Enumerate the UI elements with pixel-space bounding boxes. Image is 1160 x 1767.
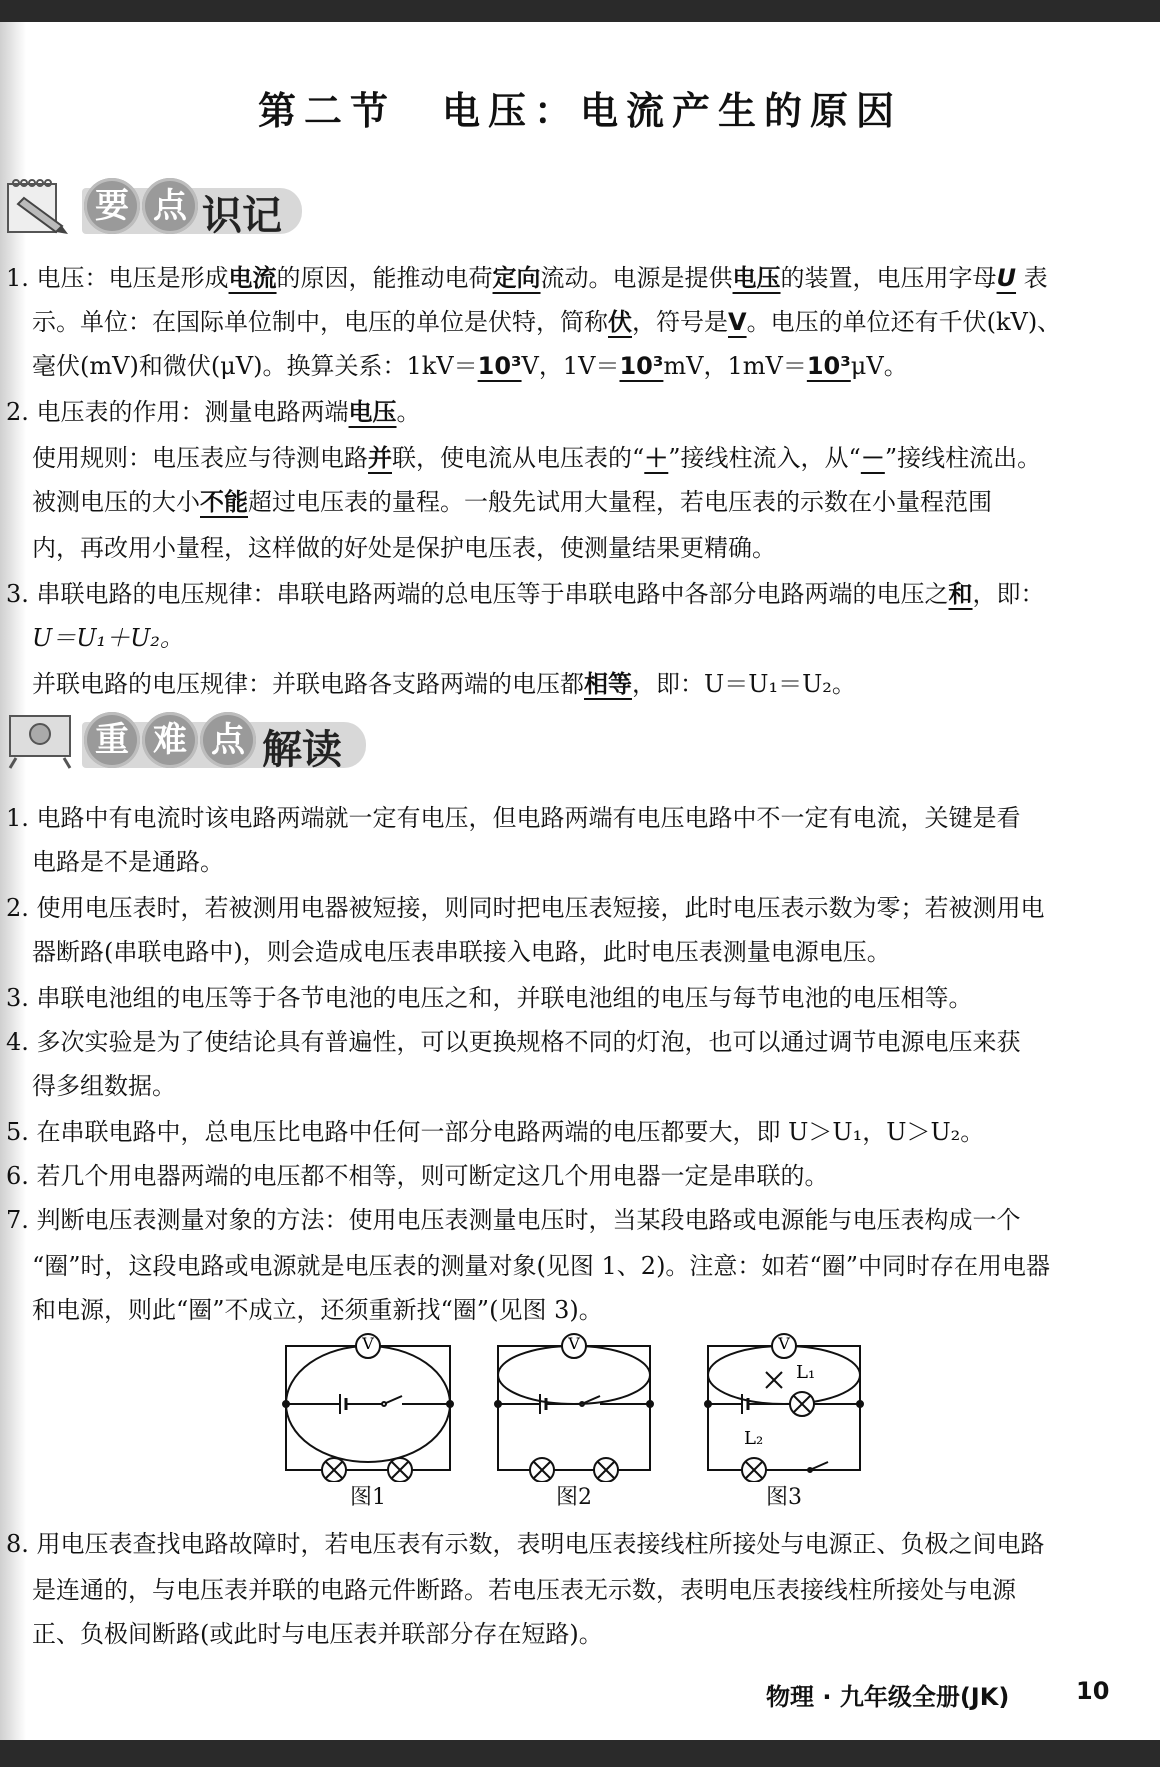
header-char-circle: 点 [200, 712, 256, 768]
key-points-header [0, 172, 320, 242]
text-line: 和电源，则此“圈”不成立，还须重新找“圈”(见图 3)。 [32, 1296, 603, 1324]
text-line: 得多组数据。 [32, 1072, 176, 1100]
header-label: 识记 [202, 193, 282, 239]
text-line: 毫伏(mV)和微伏(μV)。换算关系：1kV＝10³V，1V＝10³mV，1mV＝10³μV。 [32, 352, 908, 380]
section-title: 第二节 电压：电流产生的原因 [257, 89, 902, 133]
header-label: 解读 [262, 727, 342, 773]
text-line: 器断路(串联电路中)，则会造成电压表串联接入电路，此时电压表测量电源电压。 [32, 938, 891, 966]
figure-caption: 图1 [350, 1485, 386, 1510]
viewer-bottom-bar [0, 1740, 1160, 1767]
header-char-circle: 难 [142, 712, 198, 768]
book-title: 物理 · 九年级全册(JK) [766, 1683, 1010, 1711]
circuit-figure-1 [282, 1332, 454, 1502]
text-line: 内，再改用小量程，这样做的好处是保护电压表，使测量结果更精确。 [32, 534, 776, 562]
header-char-circle: 重 [84, 712, 140, 768]
text-line: 1. 电压：电压是形成电流的原因，能推动电荷定向流动。电源是提供电压的装置，电压用字母U 表 [6, 264, 1048, 292]
text-line: 3. 串联电池组的电压等于各节电池的电压之和，并联电池组的电压与每节电池的电压相等。 [6, 984, 973, 1012]
text-line: 3. 串联电路的电压规律：串联电路两端的总电压等于串联电路中各部分电路两端的电压之和，即： [6, 580, 1045, 608]
page-number: 10 [1076, 1677, 1110, 1705]
text-line: 使用规则：电压表应与待测电路并联，使电流从电压表的“＋”接线柱流入，从“－”接线柱流出。 [32, 444, 1042, 472]
figure-caption: 图3 [766, 1485, 802, 1510]
difficulties-header [0, 706, 380, 776]
text-line: 并联电路的电压规律：并联电路各支路两端的电压都相等，即：U＝U₁＝U₂。 [32, 670, 856, 698]
text-line: 正、负极间断路(或此时与电压表并联部分存在短路)。 [32, 1620, 603, 1648]
text-line: “圈”时，这段电路或电源就是电压表的测量对象(见图 1、2)。注意：如若“圈”中同时存在用电器 [32, 1252, 1050, 1280]
text-line: 是连通的，与电压表并联的电路元件断路。若电压表无示数，表明电压表接线柱所接处与电源 [32, 1576, 1016, 1604]
text-line: 8. 用电压表查找电路故障时，若电压表有示数，表明电压表接线柱所接处与电源正、负极之间电路 [6, 1530, 1045, 1558]
voltmeter-label: V [778, 1334, 790, 1353]
text-line: 电路是不是通路。 [32, 848, 224, 876]
text-line: 2. 使用电压表时，若被测用电器被短接，则同时把电压表短接，此时电压表示数为零；若被测用电 [6, 894, 1045, 922]
figure-caption: 图2 [556, 1485, 592, 1510]
circuit-figure-3 [704, 1332, 876, 1502]
header-char-circle: 要 [84, 178, 140, 234]
presentation-board-icon [6, 712, 74, 770]
header-char-circle: 点 [142, 178, 198, 234]
text-line: 示。单位：在国际单位制中，电压的单位是伏特，简称伏，符号是V。电压的单位还有千伏(kV)、 [32, 308, 1062, 336]
formula-line: U＝U₁＋U₂。 [32, 624, 184, 652]
text-line: 6. 若几个用电器两端的电压都不相等，则可断定这几个用电器一定是串联的。 [6, 1162, 829, 1190]
text-line: 1. 电路中有电流时该电路两端就一定有电压，但电路两端有电压电路中不一定有电流，关键是看 [6, 804, 1021, 832]
text-line: 被测电压的大小不能超过电压表的量程。一般先试用大量程，若电压表的示数在小量程范围 [32, 488, 992, 516]
lamp-label: L₂ [744, 1428, 764, 1449]
lamp-label: L₁ [796, 1362, 816, 1383]
circuit-figure-2 [494, 1332, 666, 1502]
voltmeter-label: V [568, 1334, 580, 1353]
text-line: 2. 电压表的作用：测量电路两端电压。 [6, 398, 421, 426]
notebook-pencil-icon [6, 178, 74, 236]
text-line: 4. 多次实验是为了使结论具有普遍性，可以更换规格不同的灯泡，也可以通过调节电源电压来获 [6, 1028, 1021, 1056]
text-line: 5. 在串联电路中，总电压比电路中任何一部分电路两端的电压都要大，即 U＞U₁，U＞U₂。 [6, 1118, 985, 1146]
text-line: 7. 判断电压表测量对象的方法：使用电压表测量电压时，当某段电路或电源能与电压表构成一个 [6, 1206, 1021, 1234]
voltmeter-label: V [362, 1334, 374, 1353]
